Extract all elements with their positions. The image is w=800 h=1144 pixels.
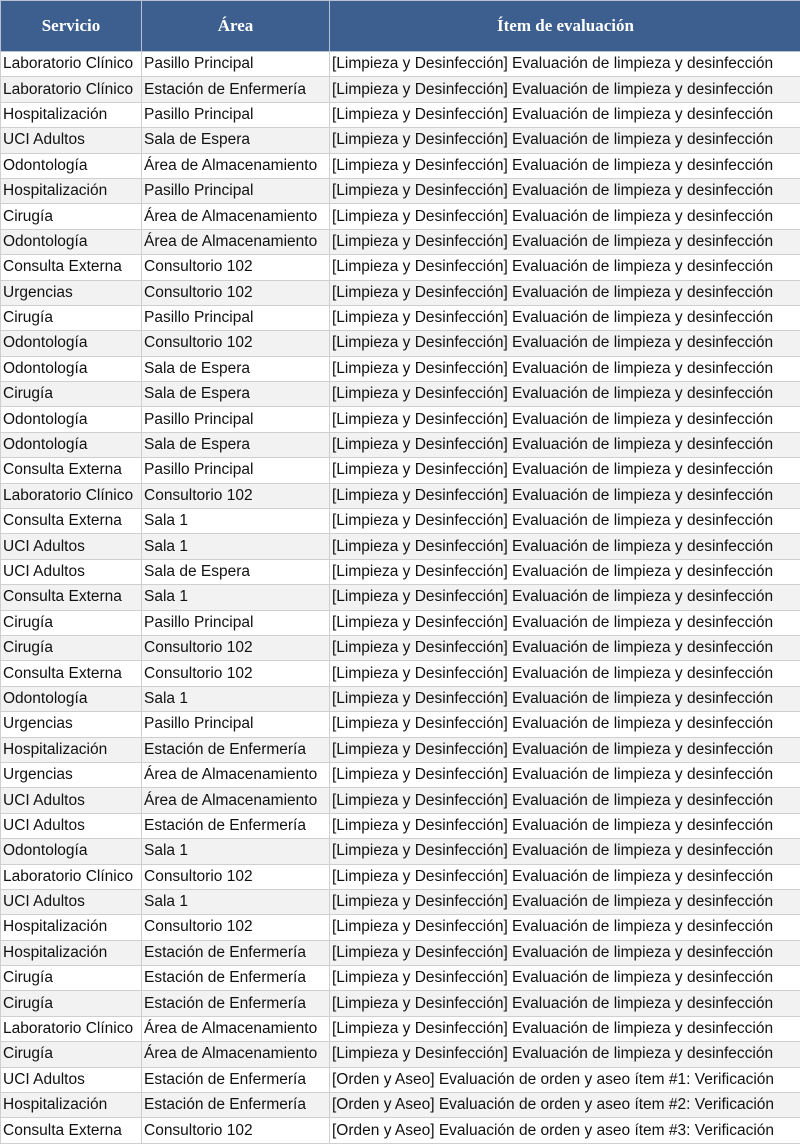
cell-area[interactable]: Sala 1 <box>142 686 330 711</box>
cell-item-evaluacion[interactable]: [Limpieza y Desinfección] Evaluación de limpieza y desinfección <box>330 128 800 153</box>
header-row <box>1 1 800 52</box>
cell-area[interactable]: Consultorio 102 <box>142 483 330 508</box>
cell-area[interactable]: Consultorio 102 <box>142 635 330 660</box>
cell-item-evaluacion[interactable]: [Limpieza y Desinfección] Evaluación de limpieza y desinfección <box>330 940 800 965</box>
table-row <box>1 483 800 508</box>
cell-item-evaluacion[interactable]: [Limpieza y Desinfección] Evaluación de limpieza y desinfección <box>330 889 800 914</box>
cell-servicio[interactable]: Consulta Externa <box>1 1118 142 1143</box>
table-row <box>1 635 800 660</box>
cell-area[interactable]: Estación de Enfermería <box>142 966 330 991</box>
cell-item-evaluacion[interactable]: [Limpieza y Desinfección] Evaluación de limpieza y desinfección <box>330 915 800 940</box>
cell-item-evaluacion[interactable]: [Limpieza y Desinfección] Evaluación de limpieza y desinfección <box>330 331 800 356</box>
cell-area[interactable]: Consultorio 102 <box>142 864 330 889</box>
cell-servicio[interactable]: Cirugía <box>1 1042 142 1067</box>
table-row <box>1 52 800 77</box>
cell-servicio[interactable]: Hospitalización <box>1 1093 142 1118</box>
table-row <box>1 762 800 787</box>
cell-servicio[interactable]: UCI Adultos <box>1 559 142 584</box>
cell-item-evaluacion[interactable]: [Limpieza y Desinfección] Evaluación de limpieza y desinfección <box>330 178 800 203</box>
cell-servicio[interactable]: Cirugía <box>1 610 142 635</box>
cell-item-evaluacion[interactable]: [Limpieza y Desinfección] Evaluación de limpieza y desinfección <box>330 382 800 407</box>
table-row <box>1 229 800 254</box>
cell-item-evaluacion[interactable]: [Limpieza y Desinfección] Evaluación de limpieza y desinfección <box>330 813 800 838</box>
cell-servicio[interactable]: Cirugía <box>1 382 142 407</box>
cell-item-evaluacion[interactable]: [Limpieza y Desinfección] Evaluación de limpieza y desinfección <box>330 661 800 686</box>
cell-servicio[interactable]: Odontología <box>1 153 142 178</box>
table-row <box>1 153 800 178</box>
cell-item-evaluacion[interactable]: [Limpieza y Desinfección] Evaluación de limpieza y desinfección <box>330 102 800 127</box>
cell-item-evaluacion[interactable]: [Limpieza y Desinfección] Evaluación de limpieza y desinfección <box>330 483 800 508</box>
cell-item-evaluacion[interactable]: [Limpieza y Desinfección] Evaluación de limpieza y desinfección <box>330 635 800 660</box>
cell-area[interactable]: Sala 1 <box>142 534 330 559</box>
cell-item-evaluacion[interactable]: [Limpieza y Desinfección] Evaluación de limpieza y desinfección <box>330 458 800 483</box>
table-row <box>1 128 800 153</box>
cell-area[interactable]: Sala de Espera <box>142 559 330 584</box>
cell-servicio[interactable]: UCI Adultos <box>1 128 142 153</box>
cell-area[interactable]: Consultorio 102 <box>142 661 330 686</box>
cell-area[interactable]: Sala de Espera <box>142 432 330 457</box>
cell-area[interactable]: Pasillo Principal <box>142 610 330 635</box>
table-row <box>1 661 800 686</box>
cell-servicio[interactable]: Hospitalización <box>1 737 142 762</box>
cell-item-evaluacion[interactable]: [Limpieza y Desinfección] Evaluación de limpieza y desinfección <box>330 280 800 305</box>
table-row <box>1 686 800 711</box>
cell-area[interactable]: Área de Almacenamiento <box>142 1042 330 1067</box>
cell-servicio[interactable]: Cirugía <box>1 204 142 229</box>
table-row <box>1 1118 800 1143</box>
cell-area[interactable]: Pasillo Principal <box>142 178 330 203</box>
cell-servicio[interactable]: Consulta Externa <box>1 255 142 280</box>
cell-area[interactable]: Estación de Enfermería <box>142 940 330 965</box>
cell-item-evaluacion[interactable]: [Limpieza y Desinfección] Evaluación de limpieza y desinfección <box>330 712 800 737</box>
table-row <box>1 1016 800 1041</box>
table-row <box>1 432 800 457</box>
table-row <box>1 813 800 838</box>
cell-item-evaluacion[interactable]: [Limpieza y Desinfección] Evaluación de limpieza y desinfección <box>330 610 800 635</box>
cell-servicio[interactable]: Odontología <box>1 432 142 457</box>
cell-item-evaluacion[interactable]: [Limpieza y Desinfección] Evaluación de limpieza y desinfección <box>330 991 800 1016</box>
cell-item-evaluacion[interactable]: [Limpieza y Desinfección] Evaluación de limpieza y desinfección <box>330 864 800 889</box>
cell-area[interactable]: Estación de Enfermería <box>142 1067 330 1092</box>
cell-item-evaluacion[interactable]: [Orden y Aseo] Evaluación de orden y aseo ítem #1: Verificación <box>330 1067 800 1092</box>
cell-item-evaluacion[interactable]: [Limpieza y Desinfección] Evaluación de limpieza y desinfección <box>330 762 800 787</box>
cell-servicio[interactable]: Laboratorio Clínico <box>1 864 142 889</box>
cell-servicio[interactable]: Hospitalización <box>1 915 142 940</box>
table-row <box>1 1042 800 1067</box>
cell-servicio[interactable]: Laboratorio Clínico <box>1 483 142 508</box>
cell-area[interactable]: Pasillo Principal <box>142 407 330 432</box>
column-header-area[interactable]: Área <box>142 1 330 52</box>
table-row <box>1 102 800 127</box>
table-body <box>1 52 800 1144</box>
table-row <box>1 839 800 864</box>
cell-item-evaluacion[interactable]: [Orden y Aseo] Evaluación de orden y aseo ítem #3: Verificación <box>330 1118 800 1143</box>
cell-servicio[interactable]: Odontología <box>1 839 142 864</box>
cell-area[interactable]: Área de Almacenamiento <box>142 1016 330 1041</box>
cell-servicio[interactable]: Consulta Externa <box>1 661 142 686</box>
cell-servicio[interactable]: Cirugía <box>1 305 142 330</box>
table-row <box>1 1067 800 1092</box>
cell-area[interactable]: Consultorio 102 <box>142 915 330 940</box>
cell-area[interactable]: Pasillo Principal <box>142 458 330 483</box>
table-row <box>1 458 800 483</box>
table-row <box>1 864 800 889</box>
cell-servicio[interactable]: Odontología <box>1 229 142 254</box>
cell-servicio[interactable]: Consulta Externa <box>1 458 142 483</box>
cell-servicio[interactable]: Consulta Externa <box>1 585 142 610</box>
table-row <box>1 991 800 1016</box>
cell-item-evaluacion[interactable]: [Limpieza y Desinfección] Evaluación de limpieza y desinfección <box>330 255 800 280</box>
cell-servicio[interactable]: Urgencias <box>1 712 142 737</box>
cell-servicio[interactable]: UCI Adultos <box>1 813 142 838</box>
cell-item-evaluacion[interactable]: [Orden y Aseo] Evaluación de orden y aseo ítem #2: Verificación <box>330 1093 800 1118</box>
cell-area[interactable]: Área de Almacenamiento <box>142 762 330 787</box>
cell-item-evaluacion[interactable]: [Limpieza y Desinfección] Evaluación de limpieza y desinfección <box>330 686 800 711</box>
cell-item-evaluacion[interactable]: [Limpieza y Desinfección] Evaluación de limpieza y desinfección <box>330 432 800 457</box>
cell-servicio[interactable]: Hospitalización <box>1 940 142 965</box>
cell-item-evaluacion[interactable]: [Limpieza y Desinfección] Evaluación de limpieza y desinfección <box>330 788 800 813</box>
cell-area[interactable]: Área de Almacenamiento <box>142 204 330 229</box>
table-row <box>1 534 800 559</box>
table-row <box>1 737 800 762</box>
cell-area[interactable]: Estación de Enfermería <box>142 77 330 102</box>
table-row <box>1 610 800 635</box>
cell-area[interactable]: Pasillo Principal <box>142 305 330 330</box>
cell-area[interactable]: Estación de Enfermería <box>142 991 330 1016</box>
column-header-item-evaluacion[interactable]: Ítem de evaluación <box>330 1 800 52</box>
cell-item-evaluacion[interactable]: [Limpieza y Desinfección] Evaluación de limpieza y desinfección <box>330 77 800 102</box>
cell-servicio[interactable]: Cirugía <box>1 991 142 1016</box>
table-row <box>1 889 800 914</box>
cell-item-evaluacion[interactable]: [Limpieza y Desinfección] Evaluación de limpieza y desinfección <box>330 1042 800 1067</box>
cell-area[interactable]: Consultorio 102 <box>142 1118 330 1143</box>
cell-area[interactable]: Sala 1 <box>142 839 330 864</box>
table-row <box>1 559 800 584</box>
cell-area[interactable]: Pasillo Principal <box>142 52 330 77</box>
cell-servicio[interactable]: Odontología <box>1 686 142 711</box>
cell-item-evaluacion[interactable]: [Limpieza y Desinfección] Evaluación de limpieza y desinfección <box>330 1016 800 1041</box>
table-row <box>1 280 800 305</box>
cell-servicio[interactable]: UCI Adultos <box>1 1067 142 1092</box>
table-row <box>1 407 800 432</box>
cell-area[interactable]: Área de Almacenamiento <box>142 229 330 254</box>
cell-item-evaluacion[interactable]: [Limpieza y Desinfección] Evaluación de limpieza y desinfección <box>330 52 800 77</box>
cell-servicio[interactable]: UCI Adultos <box>1 889 142 914</box>
table-row <box>1 77 800 102</box>
table-row <box>1 509 800 534</box>
cell-item-evaluacion[interactable]: [Limpieza y Desinfección] Evaluación de limpieza y desinfección <box>330 305 800 330</box>
cell-area[interactable]: Sala de Espera <box>142 382 330 407</box>
table-header <box>1 1 800 52</box>
cell-area[interactable]: Pasillo Principal <box>142 102 330 127</box>
cell-servicio[interactable]: UCI Adultos <box>1 534 142 559</box>
cell-area[interactable]: Área de Almacenamiento <box>142 788 330 813</box>
table-row <box>1 966 800 991</box>
cell-item-evaluacion[interactable]: [Limpieza y Desinfección] Evaluación de limpieza y desinfección <box>330 356 800 381</box>
cell-servicio[interactable]: Cirugía <box>1 966 142 991</box>
cell-item-evaluacion[interactable]: [Limpieza y Desinfección] Evaluación de limpieza y desinfección <box>330 229 800 254</box>
table-row <box>1 382 800 407</box>
table-row <box>1 204 800 229</box>
cell-servicio[interactable]: Consulta Externa <box>1 509 142 534</box>
table-row <box>1 255 800 280</box>
table-row <box>1 940 800 965</box>
cell-area[interactable]: Consultorio 102 <box>142 255 330 280</box>
cell-servicio[interactable]: Laboratorio Clínico <box>1 1016 142 1041</box>
cell-servicio[interactable]: Odontología <box>1 356 142 381</box>
cell-item-evaluacion[interactable]: [Limpieza y Desinfección] Evaluación de limpieza y desinfección <box>330 509 800 534</box>
cell-area[interactable]: Sala 1 <box>142 509 330 534</box>
table-row <box>1 331 800 356</box>
cell-item-evaluacion[interactable]: [Limpieza y Desinfección] Evaluación de limpieza y desinfección <box>330 559 800 584</box>
column-header-servicio[interactable]: Servicio <box>1 1 142 52</box>
cell-area[interactable]: Consultorio 102 <box>142 331 330 356</box>
cell-area[interactable]: Estación de Enfermería <box>142 813 330 838</box>
cell-area[interactable]: Estación de Enfermería <box>142 737 330 762</box>
table-row <box>1 585 800 610</box>
cell-servicio[interactable]: Urgencias <box>1 762 142 787</box>
cell-item-evaluacion[interactable]: [Limpieza y Desinfección] Evaluación de limpieza y desinfección <box>330 839 800 864</box>
cell-item-evaluacion[interactable]: [Limpieza y Desinfección] Evaluación de limpieza y desinfección <box>330 966 800 991</box>
cell-area[interactable]: Área de Almacenamiento <box>142 153 330 178</box>
cell-servicio[interactable]: Laboratorio Clínico <box>1 77 142 102</box>
cell-area[interactable]: Pasillo Principal <box>142 712 330 737</box>
cell-area[interactable]: Sala de Espera <box>142 128 330 153</box>
cell-servicio[interactable]: Urgencias <box>1 280 142 305</box>
cell-item-evaluacion[interactable]: [Limpieza y Desinfección] Evaluación de limpieza y desinfección <box>330 407 800 432</box>
cell-servicio[interactable]: Odontología <box>1 407 142 432</box>
cell-area[interactable]: Sala 1 <box>142 585 330 610</box>
table-row <box>1 356 800 381</box>
table-row <box>1 788 800 813</box>
cell-servicio[interactable]: Cirugía <box>1 635 142 660</box>
table-row <box>1 915 800 940</box>
cell-item-evaluacion[interactable]: [Limpieza y Desinfección] Evaluación de limpieza y desinfección <box>330 153 800 178</box>
table-row <box>1 178 800 203</box>
cell-area[interactable]: Estación de Enfermería <box>142 1093 330 1118</box>
cell-servicio[interactable]: Odontología <box>1 331 142 356</box>
cell-item-evaluacion[interactable]: [Limpieza y Desinfección] Evaluación de limpieza y desinfección <box>330 534 800 559</box>
cell-servicio[interactable]: UCI Adultos <box>1 788 142 813</box>
cell-item-evaluacion[interactable]: [Limpieza y Desinfección] Evaluación de limpieza y desinfección <box>330 737 800 762</box>
cell-area[interactable]: Sala 1 <box>142 889 330 914</box>
table-row <box>1 305 800 330</box>
cell-servicio[interactable]: Hospitalización <box>1 102 142 127</box>
cell-servicio[interactable]: Hospitalización <box>1 178 142 203</box>
cell-servicio[interactable]: Laboratorio Clínico <box>1 52 142 77</box>
cell-item-evaluacion[interactable]: [Limpieza y Desinfección] Evaluación de limpieza y desinfección <box>330 204 800 229</box>
table-row <box>1 1093 800 1118</box>
cell-area[interactable]: Consultorio 102 <box>142 280 330 305</box>
cell-area[interactable]: Sala de Espera <box>142 356 330 381</box>
table-row <box>1 712 800 737</box>
cell-item-evaluacion[interactable]: [Limpieza y Desinfección] Evaluación de limpieza y desinfección <box>330 585 800 610</box>
